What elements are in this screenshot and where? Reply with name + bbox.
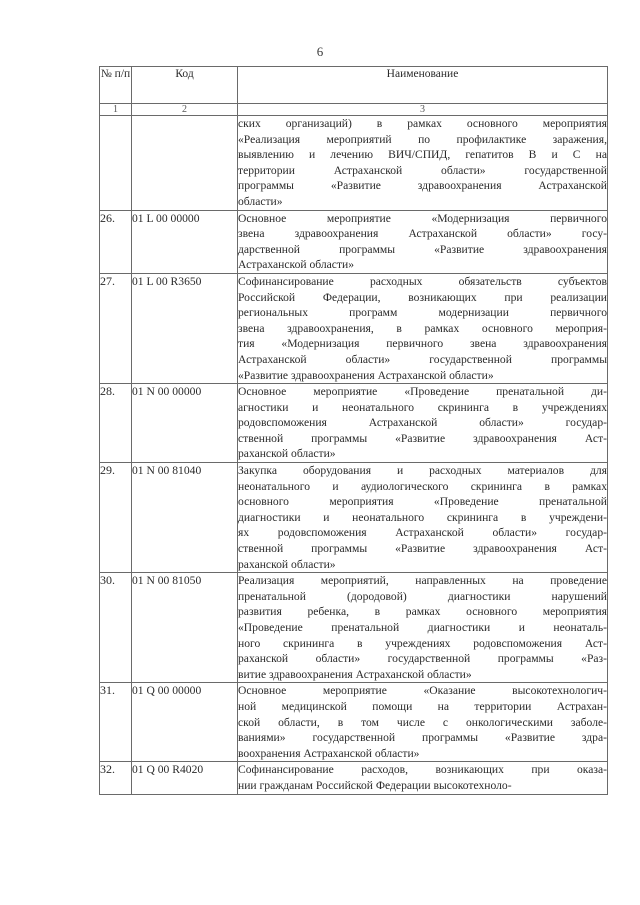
table-row	[100, 210, 608, 273]
table-header-row	[100, 67, 608, 104]
row-name-line: Софинансирование расходных обязательств субъектов	[238, 274, 607, 288]
row-name-line: ного скрининга в учреждениях родовспоможения Аст-	[238, 636, 607, 650]
row-name-line: «Развитие здравоохранения Астраханской области»	[238, 368, 494, 382]
row-name-line: тия «Модернизация первичного звена здравоохранения	[238, 337, 607, 351]
row-name	[238, 762, 608, 794]
row-name-line: Астраханской области» государственной программы	[238, 352, 607, 366]
row-code: 01 N 00 81040	[132, 463, 238, 573]
row-name-line: витие здравоохранения Астраханской области»	[238, 667, 472, 681]
row-code: 01 L 00 00000	[132, 210, 238, 273]
budget-classification-table	[99, 66, 608, 795]
row-name	[238, 210, 608, 273]
row-name-line: ственной программы «Развитие здравоохранения Аст-	[238, 542, 607, 556]
row-name-line: родовспоможения Астраханской области» государ-	[238, 416, 607, 430]
row-name-line: ваниями» государственной программы «Развитие здра-	[238, 731, 607, 745]
row-name-line: выявлению и лечению ВИЧ/СПИД, гепатитов В и С на	[238, 148, 607, 162]
row-number: 26.	[100, 210, 132, 273]
row-name-line: агностики и неонатального скрининга в учреждениях	[238, 400, 607, 414]
row-name-line: раханской области» государственной программы «Раз-	[238, 652, 607, 666]
row-name-line: Российской Федерации, возникающих при реализации	[238, 290, 607, 304]
row-name	[238, 273, 608, 383]
row-name-line: «Реализация мероприятий по профилактике заражения,	[238, 132, 607, 146]
row-number: 30.	[100, 573, 132, 683]
column-index: 1	[100, 104, 132, 116]
row-name-line: развития ребенка, в рамках основного мероприятия	[238, 605, 607, 619]
row-code: 01 Q 00 R4020	[132, 762, 238, 794]
row-name-line: Закупка оборудования и расходных материалов для	[238, 464, 607, 478]
row-number: 32.	[100, 762, 132, 794]
table-row	[100, 463, 608, 573]
header-name: Наименование	[238, 67, 608, 104]
row-name-line: «Проведение пренатальной диагностики и неонаталь-	[238, 621, 607, 634]
row-name-line: области»	[238, 194, 283, 208]
row-code: 01 N 00 81050	[132, 573, 238, 683]
row-number: 31.	[100, 683, 132, 762]
row-name-line: звена здравоохранения, в рамках основного мероприя-	[238, 321, 607, 335]
row-name-line: ях родовспоможения Астраханской области» государ-	[238, 526, 607, 540]
row-code: 01 N 00 00000	[132, 384, 238, 463]
column-index: 3	[238, 104, 608, 116]
row-number: 28.	[100, 384, 132, 463]
row-name-line: ственной программы «Развитие здравоохранения Аст-	[238, 431, 607, 445]
row-name-line: раханской области»	[238, 557, 336, 571]
column-index-row	[100, 104, 608, 116]
row-name	[238, 463, 608, 573]
row-name-line: нии гражданам Российской Федерации высокотехноло-	[238, 778, 512, 792]
row-name	[238, 384, 608, 463]
row-code: 01 L 00 R3650	[132, 273, 238, 383]
row-name-line: раханской области»	[238, 447, 336, 461]
table-row	[100, 273, 608, 383]
row-name-line: Основное мероприятие «Модернизация первичного	[238, 211, 607, 225]
row-name	[238, 116, 608, 211]
row-name-line: Астраханской области»	[238, 258, 355, 272]
row-code: 01 Q 00 00000	[132, 683, 238, 762]
row-name-line: диагностики и неонатального скрининга в учреждени-	[238, 510, 607, 524]
table-row	[100, 683, 608, 762]
header-number: № п/п	[100, 67, 132, 104]
row-name	[238, 683, 608, 762]
row-name-line: воохранения Астраханской области»	[238, 746, 420, 760]
row-name-line: Реализация мероприятий, направленных на проведение	[238, 574, 607, 588]
row-number	[100, 116, 132, 211]
row-number: 27.	[100, 273, 132, 383]
table-row	[100, 116, 608, 211]
row-name-line: программы «Развитие здравоохранения Астраханской	[238, 179, 607, 193]
column-index: 2	[132, 104, 238, 116]
row-name-line: ской области, в том числе с онкологическими заболе-	[238, 715, 607, 729]
row-number: 29.	[100, 463, 132, 573]
row-name-line: неонатального и аудиологического скрининга в рамках	[238, 479, 607, 493]
row-name-line: пренатальной (дородовой) диагностики нарушений	[238, 589, 607, 603]
row-name-line: основного мероприятия «Проведение пренатальной	[238, 495, 607, 509]
table-row	[100, 384, 608, 463]
row-name-line: Софинансирование расходов, возникающих при оказа-	[238, 763, 607, 777]
row-name-line: ной медицинской помощи на территории Астрахан-	[238, 699, 607, 713]
row-code	[132, 116, 238, 211]
row-name-line: ских организаций) в рамках основного мероприятия	[238, 117, 607, 130]
row-name-line: региональных программ модернизации первичного	[238, 306, 607, 320]
row-name-line: территории Астраханской области» государственной	[238, 163, 607, 177]
header-code: Код	[132, 67, 238, 104]
row-name	[238, 573, 608, 683]
row-name-line: Основное мероприятие «Оказание высокотехнологич-	[238, 684, 607, 698]
row-name-line: звена здравоохранения Астраханской области» госу-	[238, 227, 607, 241]
table-row	[100, 762, 608, 794]
page-number: 6	[316, 44, 324, 59]
table-row	[100, 573, 608, 683]
row-name-line: Основное мероприятие «Проведение пренатальной ди-	[238, 385, 607, 399]
row-name-line: дарственной программы «Развитие здравоохранения	[238, 242, 607, 256]
